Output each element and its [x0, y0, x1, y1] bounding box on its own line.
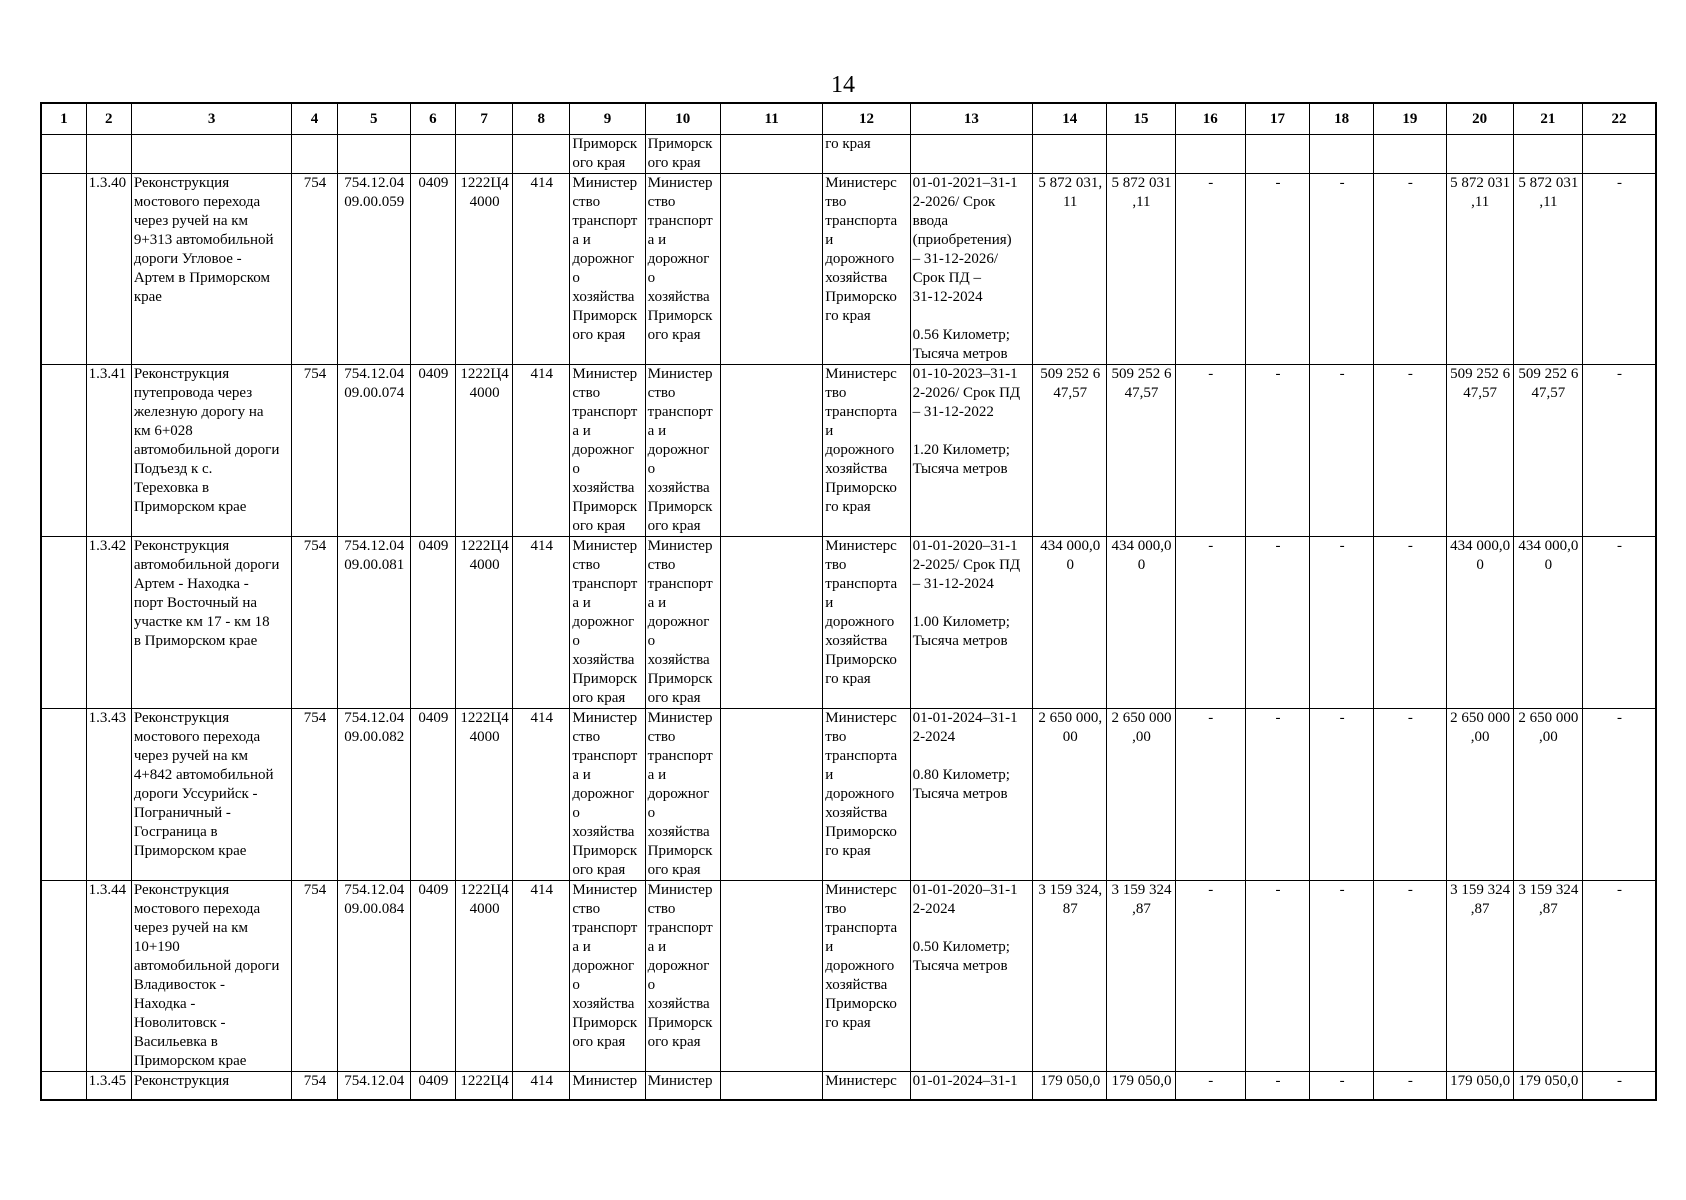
table-row [41, 174, 1656, 365]
cell-c22: - [1583, 365, 1656, 537]
cell-c4: 754 [292, 537, 337, 709]
cell-c6: 0409 [410, 1072, 455, 1101]
cell [1245, 135, 1309, 174]
cell-c12: го края [823, 135, 910, 174]
cell-c6: 0409 [410, 881, 455, 1072]
cell-c15: 3 159 324 ,87 [1107, 881, 1175, 1072]
column-header-15: 15 [1107, 103, 1175, 135]
cell-c19: - [1374, 881, 1446, 1072]
cell-c19: - [1374, 174, 1446, 365]
cell [1446, 135, 1513, 174]
cell-c9: Министер ство транспорт а и дорожног о хозяйства Приморск ого края [570, 365, 645, 537]
spacer [913, 422, 1031, 441]
cell-c22: - [1583, 537, 1656, 709]
cell-c21: 5 872 031 ,11 [1513, 174, 1582, 365]
cell-c6: 0409 [410, 709, 455, 881]
column-header-21: 21 [1513, 103, 1582, 135]
cell-c14: 5 872 031, 11 [1033, 174, 1107, 365]
cell [1033, 135, 1107, 174]
cell-c17: - [1245, 365, 1309, 537]
cell-c7: 1222Ц4 [455, 1072, 512, 1101]
row-number: 1.3.44 [86, 881, 131, 1072]
column-header-8: 8 [513, 103, 570, 135]
cell-c6: 0409 [410, 365, 455, 537]
cell-c17: - [1245, 1072, 1309, 1101]
cell-c14: 3 159 324, 87 [1033, 881, 1107, 1072]
cell-c9: Министер ство транспорт а и дорожног о хозяйства Приморск ого края [570, 537, 645, 709]
column-header-17: 17 [1245, 103, 1309, 135]
cell-c21: 509 252 6 47,57 [1513, 365, 1582, 537]
cell-c13 [910, 365, 1032, 537]
cell-c20: 5 872 031 ,11 [1446, 174, 1513, 365]
cell-col1 [41, 537, 86, 709]
cell-c8: 414 [513, 174, 570, 365]
cell-c7: 1222Ц4 4000 [455, 881, 512, 1072]
cell-c10: Министер [645, 1072, 720, 1101]
cell-c4: 754 [292, 365, 337, 537]
cell [1107, 135, 1175, 174]
cell-c12: Министерс тво транспорта и дорожного хозяйства Приморско го края [823, 365, 910, 537]
row-number: 1.3.42 [86, 537, 131, 709]
capacity-text: 0.50 Километр; Тысяча метров [912, 939, 1010, 974]
table-row [41, 1072, 1656, 1101]
cell-c9: Министер [570, 1072, 645, 1101]
cell-c17: - [1245, 709, 1309, 881]
continuation-row [41, 135, 1656, 174]
capacity-text: 1.20 Километр; Тысяча метров [912, 442, 1010, 477]
cell-c19: - [1374, 709, 1446, 881]
column-header-13: 13 [910, 103, 1032, 135]
cell-c15: 5 872 031 ,11 [1107, 174, 1175, 365]
period-text: 01-01-2021–31-1 2-2026/ Срок ввода (приобретения) – 31-12-2026/ Срок ПД – 31-12-2024 [912, 175, 1018, 305]
cell-c18: - [1310, 365, 1374, 537]
cell-c14: 509 252 6 47,57 [1033, 365, 1107, 537]
cell-c17: - [1245, 174, 1309, 365]
cell [455, 135, 512, 174]
cell-c5: 754.12.04 09.00.082 [337, 709, 410, 881]
cell [1583, 135, 1656, 174]
row-number: 1.3.43 [86, 709, 131, 881]
cell-c15: 2 650 000 ,00 [1107, 709, 1175, 881]
cell-c4: 754 [292, 881, 337, 1072]
table-row [41, 537, 1656, 709]
cell-c8: 414 [513, 709, 570, 881]
cell [410, 135, 455, 174]
object-name: Реконструкция мостового перехода через ручей на км 4+842 автомобильной дороги Уссурийск - Пограничный - Госграница в Приморском крае [131, 709, 292, 881]
header-row [41, 103, 1656, 135]
column-header-5: 5 [337, 103, 410, 135]
cell-c16: - [1175, 365, 1245, 537]
row-number: 1.3.45 [86, 1072, 131, 1101]
cell-c10: Министер ство транспорт а и дорожног о хозяйства Приморск ого края [645, 881, 720, 1072]
spacer [913, 594, 1031, 613]
cell-c13 [910, 709, 1032, 881]
cell-c18: - [1310, 174, 1374, 365]
cell-c19: - [1374, 1072, 1446, 1101]
cell-c15: 434 000,0 0 [1107, 537, 1175, 709]
cell [337, 135, 410, 174]
cell-col1 [41, 1072, 86, 1101]
cell-c12: Министерс [823, 1072, 910, 1101]
table-row [41, 709, 1656, 881]
cell-c5: 754.12.04 09.00.084 [337, 881, 410, 1072]
cell-c6: 0409 [410, 537, 455, 709]
cell-c16: - [1175, 174, 1245, 365]
column-header-16: 16 [1175, 103, 1245, 135]
cell [513, 135, 570, 174]
page-number: 14 [831, 72, 855, 98]
period-text: 01-01-2020–31-1 2-2024 [912, 882, 1018, 917]
cell-c9: Министер ство транспорт а и дорожног о хозяйства Приморск ого края [570, 881, 645, 1072]
spacer [913, 747, 1031, 766]
cell-c12: Министерс тво транспорта и дорожного хозяйства Приморско го края [823, 174, 910, 365]
cell-c11 [720, 1072, 822, 1101]
cell-c7: 1222Ц4 4000 [455, 174, 512, 365]
table-row [41, 365, 1656, 537]
cell-c10: Министер ство транспорт а и дорожног о хозяйства Приморск ого края [645, 174, 720, 365]
cell-c19: - [1374, 537, 1446, 709]
row-number: 1.3.41 [86, 365, 131, 537]
cell-c9: Приморск ого края [570, 135, 645, 174]
period-text: 01-01-2020–31-1 2-2025/ Срок ПД – 31-12-2024 [912, 538, 1021, 592]
cell [1175, 135, 1245, 174]
cell [41, 135, 86, 174]
cell-c22: - [1583, 709, 1656, 881]
cell-c22: - [1583, 881, 1656, 1072]
cell-c16: - [1175, 537, 1245, 709]
cell-c12: Министерс тво транспорта и дорожного хозяйства Приморско го края [823, 709, 910, 881]
cell-c10: Приморск ого края [645, 135, 720, 174]
object-name: Реконструкция [131, 1072, 292, 1101]
cell-c16: - [1175, 1072, 1245, 1101]
column-header-4: 4 [292, 103, 337, 135]
cell-c18: - [1310, 881, 1374, 1072]
cell-c16: - [1175, 709, 1245, 881]
cell-c15: 179 050,0 [1107, 1072, 1175, 1101]
column-header-10: 10 [645, 103, 720, 135]
column-header-1: 1 [41, 103, 86, 135]
cell-c18: - [1310, 709, 1374, 881]
table-row [41, 881, 1656, 1072]
cell-c9: Министер ство транспорт а и дорожног о хозяйства Приморск ого края [570, 709, 645, 881]
cell-c10: Министер ство транспорт а и дорожног о хозяйства Приморск ого края [645, 365, 720, 537]
cell-c21: 179 050,0 [1513, 1072, 1582, 1101]
cell-c8: 414 [513, 1072, 570, 1101]
cell-c20: 3 159 324 ,87 [1446, 881, 1513, 1072]
cell-c13 [910, 174, 1032, 365]
cell-c5: 754.12.04 09.00.059 [337, 174, 410, 365]
cell-col1 [41, 709, 86, 881]
cell-c18: - [1310, 1072, 1374, 1101]
period-text: 01-01-2024–31-1 2-2024 [912, 710, 1018, 745]
column-header-11: 11 [720, 103, 822, 135]
cell-c11 [720, 709, 822, 881]
capacity-text: 0.56 Километр; Тысяча метров [912, 327, 1010, 362]
cell-c16: - [1175, 881, 1245, 1072]
cell-c22: - [1583, 174, 1656, 365]
cell-c17: - [1245, 537, 1309, 709]
cell-c5: 754.12.04 09.00.074 [337, 365, 410, 537]
spacer [913, 919, 1031, 938]
capacity-text: 1.00 Километр; Тысяча метров [912, 614, 1010, 649]
column-header-7: 7 [455, 103, 512, 135]
cell-c20: 2 650 000 ,00 [1446, 709, 1513, 881]
cell-c12: Министерс тво транспорта и дорожного хозяйства Приморско го края [823, 537, 910, 709]
cell-c15: 509 252 6 47,57 [1107, 365, 1175, 537]
cell-c4: 754 [292, 174, 337, 365]
cell [86, 135, 131, 174]
cell-c14: 2 650 000, 00 [1033, 709, 1107, 881]
column-header-19: 19 [1374, 103, 1446, 135]
cell-c11 [720, 881, 822, 1072]
cell [1513, 135, 1582, 174]
column-header-3: 3 [131, 103, 292, 135]
column-header-6: 6 [410, 103, 455, 135]
cell [910, 135, 1032, 174]
cell-col1 [41, 365, 86, 537]
cell-c5: 754.12.04 [337, 1072, 410, 1101]
cell-c17: - [1245, 881, 1309, 1072]
cell-c8: 414 [513, 537, 570, 709]
cell-c22: - [1583, 1072, 1656, 1101]
cell-c21: 2 650 000 ,00 [1513, 709, 1582, 881]
data-table [40, 102, 1657, 1101]
object-name: Реконструкция путепровода через железную дорогу на км 6+028 автомобильной дороги Подъезд к с. Тереховка в Приморском крае [131, 365, 292, 537]
column-header-14: 14 [1033, 103, 1107, 135]
period-text: 01-01-2024–31-1 [912, 1073, 1018, 1089]
column-header-12: 12 [823, 103, 910, 135]
cell-c4: 754 [292, 709, 337, 881]
cell-c18: - [1310, 537, 1374, 709]
spacer [913, 307, 1031, 326]
period-text: 01-10-2023–31-1 2-2026/ Срок ПД – 31-12-2022 [912, 366, 1021, 420]
cell [1310, 135, 1374, 174]
column-header-9: 9 [570, 103, 645, 135]
cell-c13 [910, 537, 1032, 709]
cell-c12: Министерс тво транспорта и дорожного хозяйства Приморско го края [823, 881, 910, 1072]
cell-c6: 0409 [410, 174, 455, 365]
cell-c7: 1222Ц4 4000 [455, 709, 512, 881]
cell-c4: 754 [292, 1072, 337, 1101]
cell-c21: 434 000,0 0 [1513, 537, 1582, 709]
cell [720, 135, 822, 174]
cell-c11 [720, 365, 822, 537]
cell-c11 [720, 537, 822, 709]
column-header-20: 20 [1446, 103, 1513, 135]
object-name: Реконструкция мостового перехода через ручей на км 10+190 автомобильной дороги Владивосток - Находка - Новолитовск - Васильевка в Приморском крае [131, 881, 292, 1072]
cell-c11 [720, 174, 822, 365]
cell-c20: 434 000,0 0 [1446, 537, 1513, 709]
cell-col1 [41, 881, 86, 1072]
cell-c7: 1222Ц4 4000 [455, 537, 512, 709]
cell-c8: 414 [513, 881, 570, 1072]
cell-c10: Министер ство транспорт а и дорожног о хозяйства Приморск ого края [645, 709, 720, 881]
cell-c9: Министер ство транспорт а и дорожног о хозяйства Приморск ого края [570, 174, 645, 365]
cell-c19: - [1374, 365, 1446, 537]
cell-c21: 3 159 324 ,87 [1513, 881, 1582, 1072]
cell [131, 135, 292, 174]
object-name: Реконструкция мостового перехода через ручей на км 9+313 автомобильной дороги Угловое - Артем в Приморском крае [131, 174, 292, 365]
cell-c13 [910, 881, 1032, 1072]
column-header-18: 18 [1310, 103, 1374, 135]
cell-c5: 754.12.04 09.00.081 [337, 537, 410, 709]
cell-c14: 179 050,0 [1033, 1072, 1107, 1101]
row-number: 1.3.40 [86, 174, 131, 365]
cell-c10: Министер ство транспорт а и дорожног о хозяйства Приморск ого края [645, 537, 720, 709]
cell [292, 135, 337, 174]
object-name: Реконструкция автомобильной дороги Артем - Находка - порт Восточный на участке км 17 - км 18 в Приморском крае [131, 537, 292, 709]
cell-c20: 509 252 6 47,57 [1446, 365, 1513, 537]
cell-c20: 179 050,0 [1446, 1072, 1513, 1101]
cell-c13 [910, 1072, 1032, 1101]
cell-col1 [41, 174, 86, 365]
cell [1374, 135, 1446, 174]
capacity-text: 0.80 Километр; Тысяча метров [912, 767, 1010, 802]
cell-c8: 414 [513, 365, 570, 537]
column-header-2: 2 [86, 103, 131, 135]
cell-c14: 434 000,0 0 [1033, 537, 1107, 709]
column-header-22: 22 [1583, 103, 1656, 135]
cell-c7: 1222Ц4 4000 [455, 365, 512, 537]
